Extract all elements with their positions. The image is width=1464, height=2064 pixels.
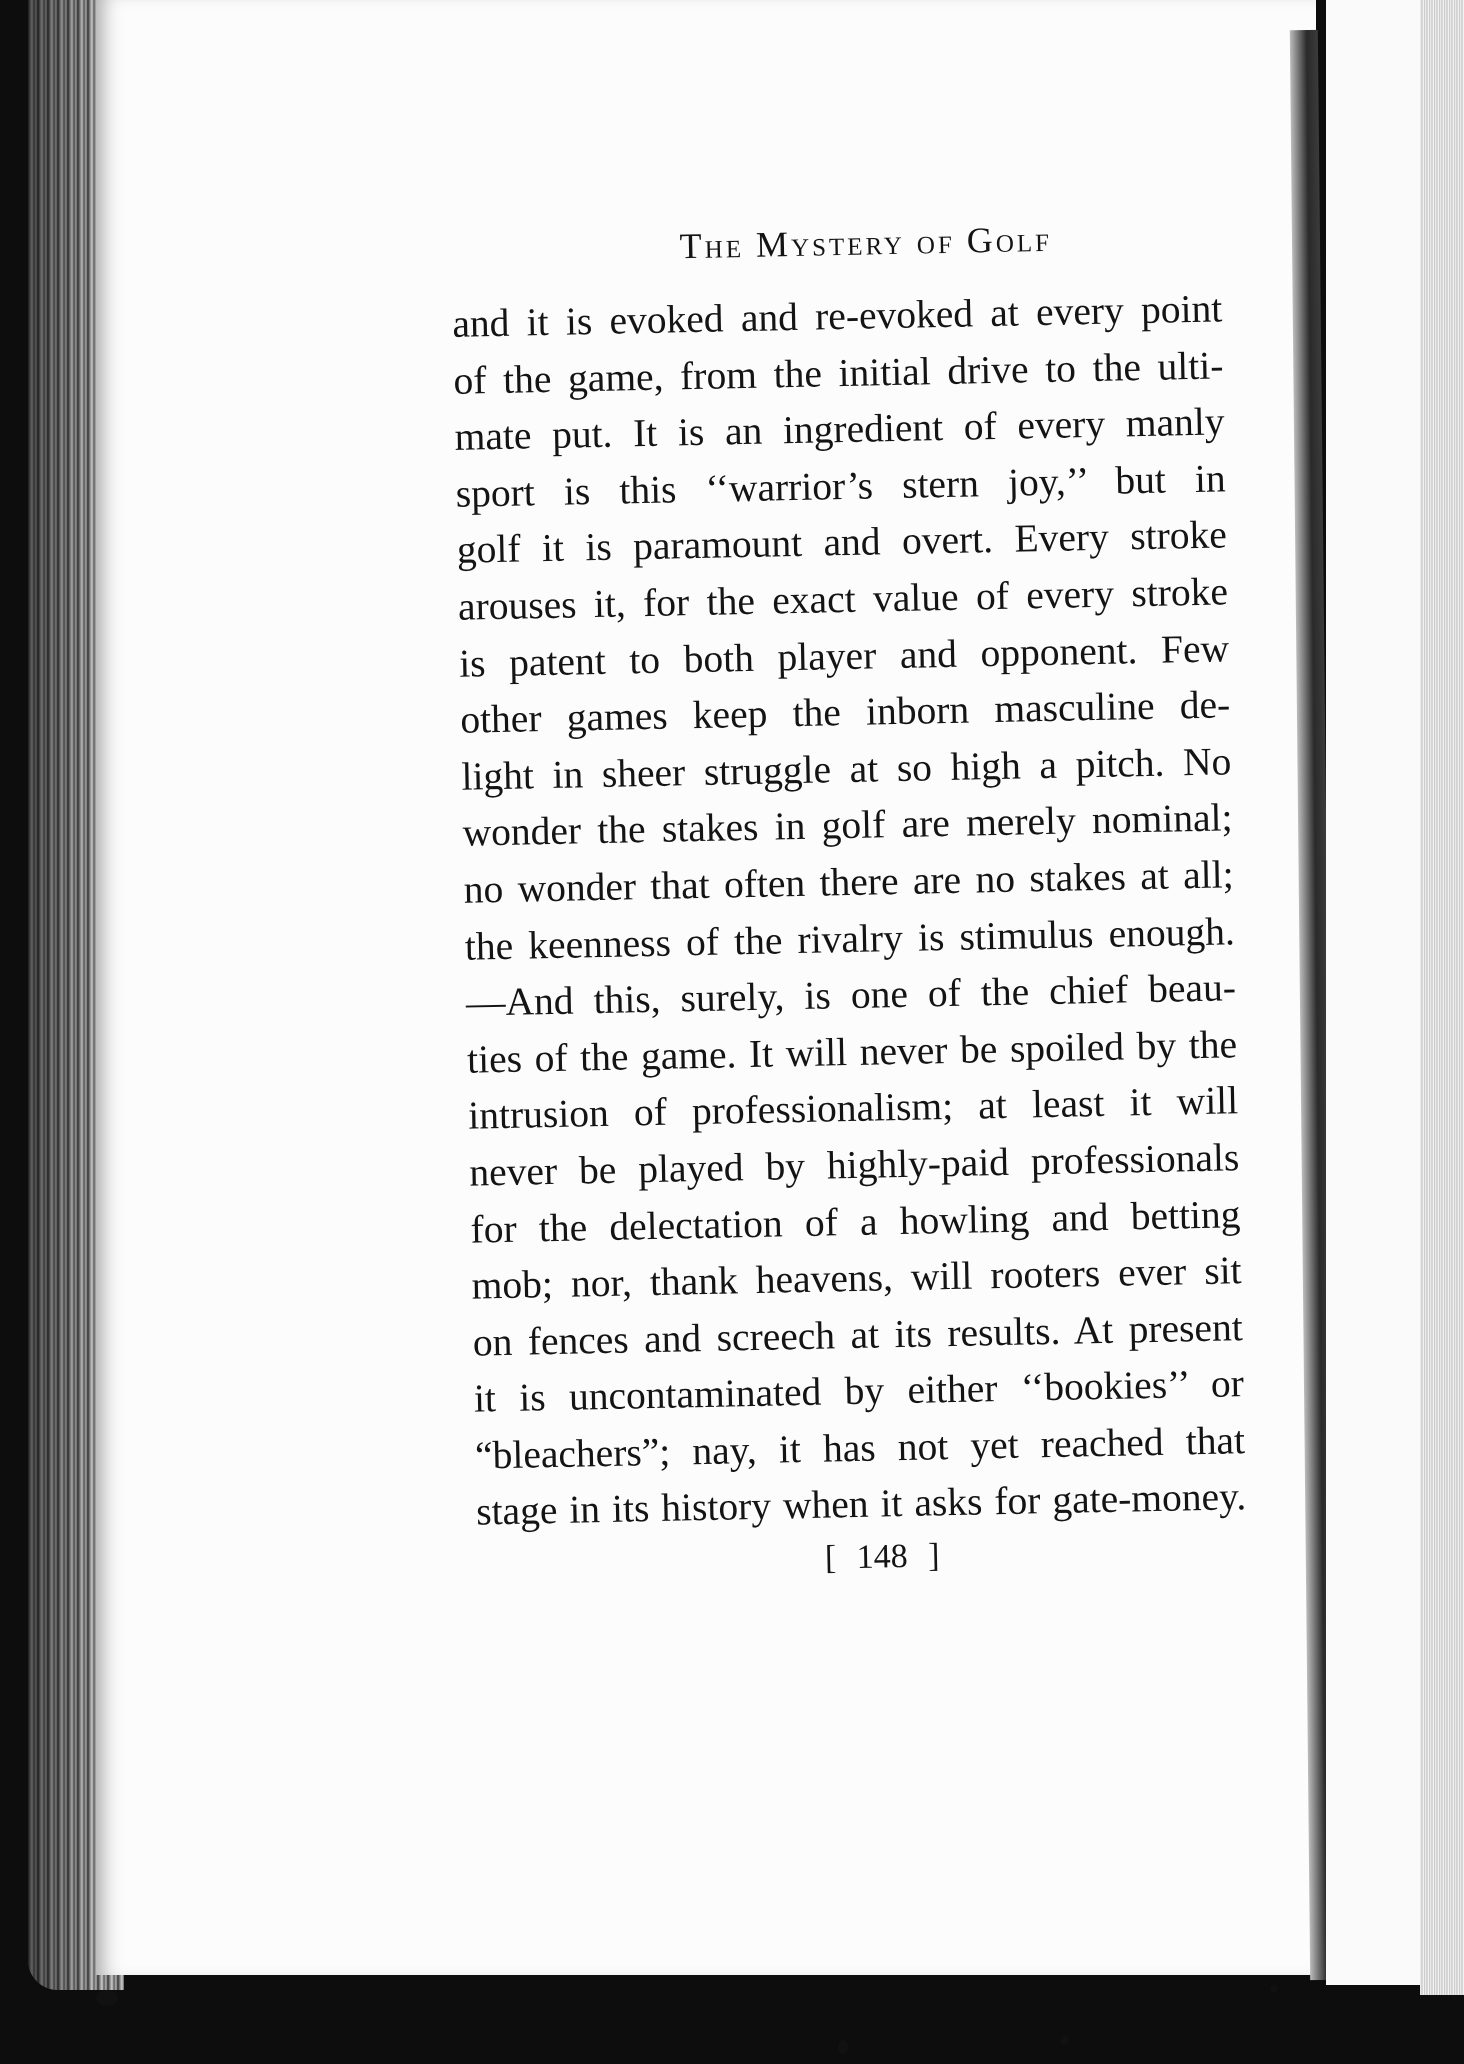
text-line: mob; nor, thank heavens, will rooters ever sit xyxy=(471,1248,1242,1308)
text-line: mate put. It is an ingredient of every manly xyxy=(454,399,1225,460)
text-line: and it is evoked and re-evoked at every point xyxy=(451,286,1223,346)
page-text-block xyxy=(450,214,1247,1584)
text-line: other games keep the inborn masculine de- xyxy=(459,682,1231,742)
text-line: light in sheer struggle at so high a pitch. No xyxy=(461,739,1232,799)
speck xyxy=(1270,1985,1278,1993)
speck xyxy=(96,1990,118,2006)
text-line: golf it is paramount and overt. Every stroke xyxy=(456,512,1228,573)
text-line: intrusion of professionalism; at least it will xyxy=(467,1078,1239,1138)
text-line: arouses it, for the exact value of every stroke xyxy=(457,569,1229,629)
text-line: for the delectation of a howling and betting xyxy=(470,1191,1241,1252)
text-line: of the game, from the initial drive to the ulti- xyxy=(453,342,1224,403)
text-line: sport is this ‘‘warrior’s stern joy,’’ but in xyxy=(455,456,1227,516)
text-line: stage in its history when it asks for gate-money. xyxy=(475,1474,1247,1535)
running-head: The Mystery of Golf xyxy=(679,218,1053,267)
text-line: the keenness of the rivalry is stimulus enough. xyxy=(464,908,1236,969)
text-line: —And this, surely, is one of the chief beau- xyxy=(465,965,1237,1025)
facing-page-edge xyxy=(1420,0,1464,1995)
text-line: on fences and screech at its results. At present xyxy=(472,1304,1244,1365)
text-line: ties of the game. It will never be spoiled by the xyxy=(466,1021,1238,1082)
speck xyxy=(838,2040,848,2054)
text-line: it is uncontaminated by either ‘‘bookies’’ or xyxy=(473,1361,1245,1421)
text-line: no wonder that often there are no stakes at all; xyxy=(463,852,1235,912)
speck xyxy=(1060,2036,1069,2045)
text-line: never be played by highly-paid professionals xyxy=(468,1135,1240,1195)
body-text xyxy=(452,280,1247,1540)
text-line: is patent to both player and opponent. Few xyxy=(458,625,1230,686)
text-line: “bleachers”; nay, it has not yet reached that xyxy=(474,1418,1246,1478)
page-number: [ 148 ] xyxy=(824,1537,940,1577)
text-line: wonder the stakes in golf are merely nominal; xyxy=(462,795,1233,856)
